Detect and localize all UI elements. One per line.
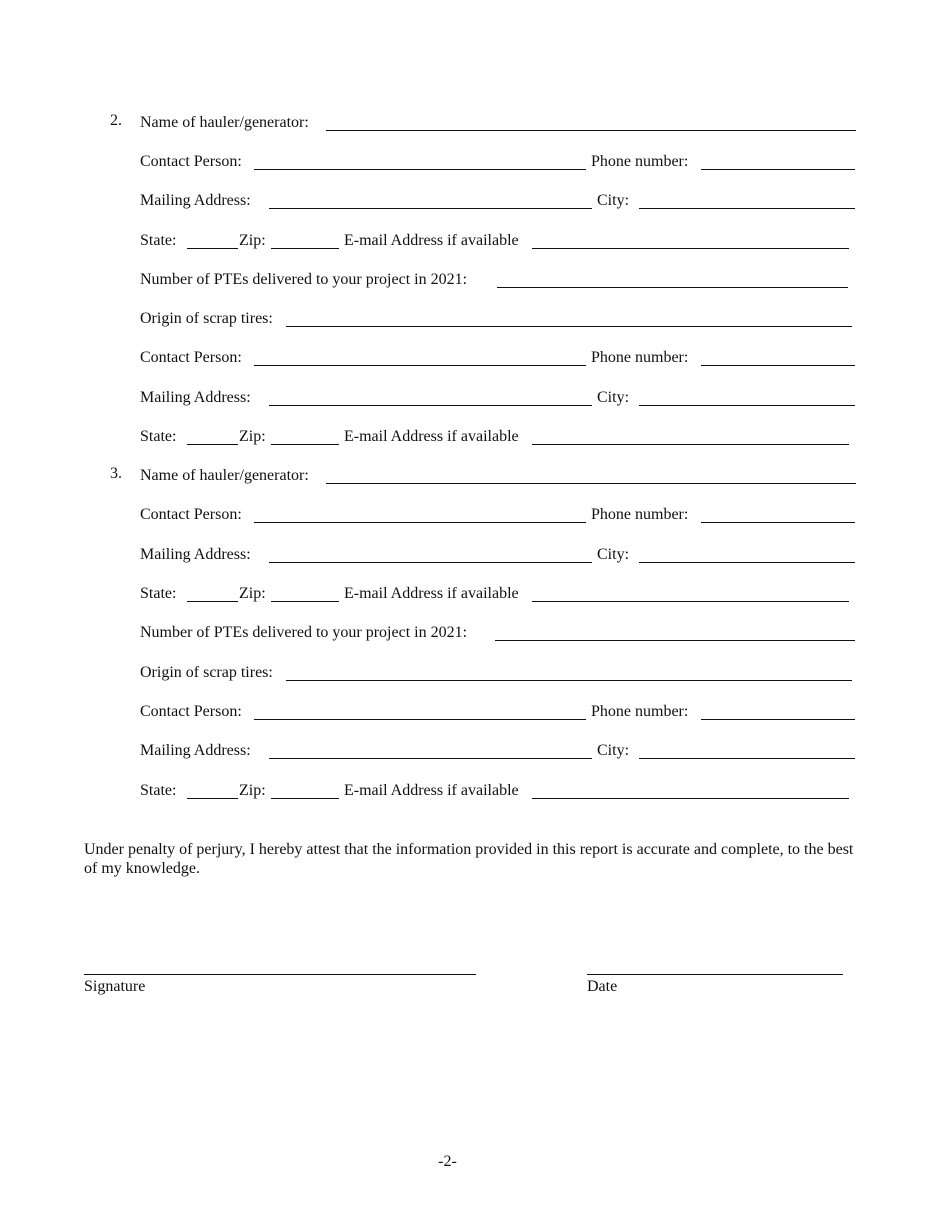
hauler-name-field[interactable] [326,130,856,131]
state-row [140,230,856,252]
zip-field[interactable] [271,444,339,445]
ptes-delivered-label: Number of PTEs delivered to your project in 2021: [140,624,468,641]
ptes-row [140,269,856,291]
origin-row [140,308,856,330]
contact-person-field[interactable] [254,169,586,170]
phone-number-label: Phone number: [591,153,689,170]
email-label: E-mail Address if available [344,585,519,602]
signature-label: Signature [84,978,146,995]
contact-person-label: Contact Person: [140,153,242,170]
mailing-row [140,740,856,762]
contact-person-field[interactable] [254,719,586,720]
hauler-name-field[interactable] [326,483,856,484]
zip-label: Zip: [239,232,266,249]
mailing-address-label: Mailing Address: [140,742,251,759]
zip-label: Zip: [239,585,266,602]
mailing-address-field[interactable] [269,208,592,209]
contact-person-label: Contact Person: [140,506,242,523]
phone-number-field[interactable] [701,169,855,170]
mailing-row [140,190,856,212]
contact-person-label: Contact Person: [140,349,242,366]
city-label: City: [597,192,630,209]
state-row [140,426,856,448]
ptes-row [140,622,856,644]
email-field[interactable] [532,798,849,799]
signature-field[interactable] [84,974,476,975]
hauler-name-label: Name of hauler/generator: [140,467,309,484]
attestation-text: Under penalty of perjury, I hereby attest that the information provided in this report is accurate and complete, to the best of my knowledge. [84,841,854,877]
phone-number-label: Phone number: [591,349,689,366]
email-field[interactable] [532,248,849,249]
email-label: E-mail Address if available [344,782,519,799]
city-field[interactable] [639,562,855,563]
phone-number-field[interactable] [701,719,855,720]
zip-label: Zip: [239,428,266,445]
contact-row [140,701,856,723]
contact-row [140,504,856,526]
origin-label: Origin of scrap tires: [140,310,273,327]
contact-person-label: Contact Person: [140,703,242,720]
city-label: City: [597,389,630,406]
state-label: State: [140,782,177,799]
mailing-address-field[interactable] [269,758,592,759]
hauler-name-label: Name of hauler/generator: [140,114,309,131]
city-field[interactable] [639,405,855,406]
city-field[interactable] [639,208,855,209]
page-number: -2- [438,1153,457,1170]
ptes-delivered-field[interactable] [495,640,855,641]
mailing-address-label: Mailing Address: [140,546,251,563]
zip-field[interactable] [271,601,339,602]
date-label: Date [587,978,618,995]
section-number: 3. [110,465,122,482]
state-field[interactable] [187,798,238,799]
city-label: City: [597,742,630,759]
origin-field[interactable] [286,326,852,327]
phone-number-field[interactable] [701,522,855,523]
phone-number-label: Phone number: [591,506,689,523]
mailing-address-label: Mailing Address: [140,389,251,406]
mailing-row [140,544,856,566]
hauler-name-row [140,465,856,487]
contact-person-field[interactable] [254,365,586,366]
phone-number-field[interactable] [701,365,855,366]
state-label: State: [140,585,177,602]
email-label: E-mail Address if available [344,232,519,249]
origin-label: Origin of scrap tires: [140,664,273,681]
date-field[interactable] [587,974,843,975]
mailing-address-field[interactable] [269,562,592,563]
state-label: State: [140,232,177,249]
phone-number-label: Phone number: [591,703,689,720]
state-field[interactable] [187,444,238,445]
city-label: City: [597,546,630,563]
state-row [140,583,856,605]
ptes-delivered-field[interactable] [497,287,848,288]
zip-field[interactable] [271,798,339,799]
ptes-delivered-label: Number of PTEs delivered to your project in 2021: [140,271,468,288]
state-field[interactable] [187,601,238,602]
origin-row [140,662,856,684]
origin-field[interactable] [286,680,852,681]
zip-field[interactable] [271,248,339,249]
mailing-row [140,387,856,409]
state-field[interactable] [187,248,238,249]
city-field[interactable] [639,758,855,759]
zip-label: Zip: [239,782,266,799]
contact-person-field[interactable] [254,522,586,523]
section-number: 2. [110,112,122,129]
email-field[interactable] [532,444,849,445]
contact-row [140,151,856,173]
mailing-address-label: Mailing Address: [140,192,251,209]
hauler-name-row [140,112,856,134]
state-row [140,780,856,802]
email-field[interactable] [532,601,849,602]
email-label: E-mail Address if available [344,428,519,445]
state-label: State: [140,428,177,445]
contact-row [140,347,856,369]
mailing-address-field[interactable] [269,405,592,406]
